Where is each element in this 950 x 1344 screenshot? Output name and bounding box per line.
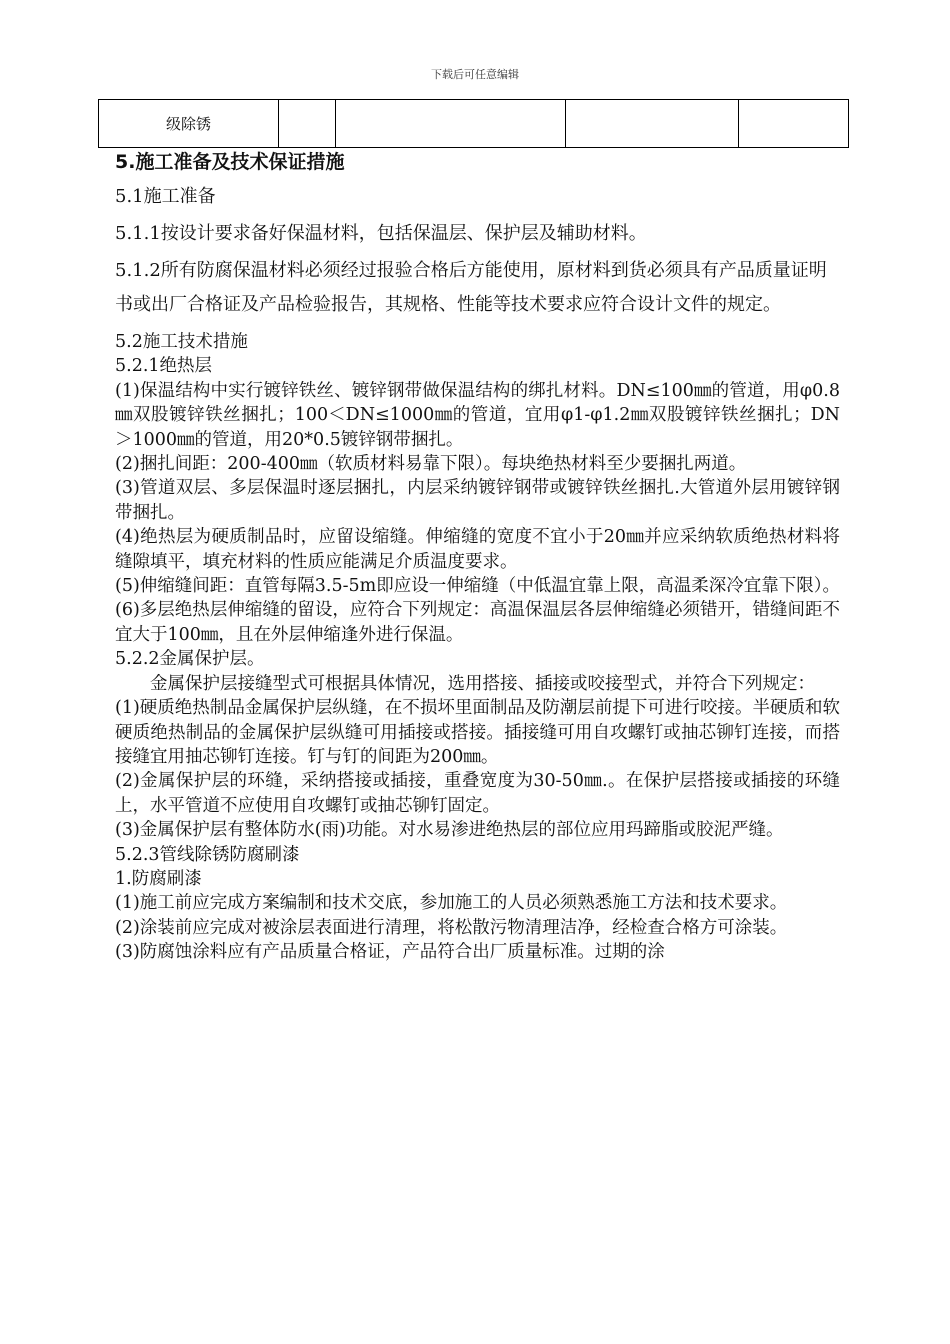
subsection-title-5-2-1: 5.2.1绝热层 <box>115 356 213 377</box>
list-item: (3)管道双层、多层保温时逐层捆扎，内层采纳镀锌钢带或镀锌铁丝捆扎.大管道外层用镀锌钢带捆扎。 <box>115 478 840 523</box>
list-item: (1)硬质绝热制品金属保护层纵缝，在不损坏里面制品及防潮层前提下可进行咬接。半硬质和软硬质绝热制品的金属保护层纵缝可用插接或搭接。插接缝可用自攻螺钉或抽芯铆钉连接，而搭接缝宜用抽芯铆钉连接。钉与钉的间距为200㎜。 <box>115 698 840 767</box>
subsection-title-5-1: 5.1施工准备 <box>115 186 216 207</box>
list-item: (3)金属保护层有整体防水(雨)功能。对水易渗进绝热层的部位应用玛蹄脂或胶泥严缝。 <box>115 820 784 841</box>
section-heading: 5.施工准备及技术保证措施 <box>115 151 345 173</box>
table-row <box>99 100 849 148</box>
list-item: (2)捆扎间距：200-400㎜（软质材料易靠下限）。每块绝热材料至少要捆扎两道。 <box>115 454 747 475</box>
list-item: (2)涂装前应完成对被涂层表面进行清理，将松散污物清理洁净，经检查合格方可涂装。 <box>115 917 788 938</box>
page-header-watermark: 下载后可任意编辑 <box>431 68 519 81</box>
table-cell <box>279 100 336 148</box>
list-item: (2)金属保护层的环缝，采纳搭接或插接，重叠宽度为30-50㎜.。在保护层搭接或插接的环缝上，水平管道不应使用自攻螺钉或抽芯铆钉固定。 <box>115 771 840 816</box>
list-item: (4)绝热层为硬质制品时，应留设缩缝。伸缩缝的宽度不宜小于20㎜并应采纳软质绝热材料将缝隙填平，填充材料的性质应能满足介质温度要求。 <box>115 527 840 572</box>
table-cell: 级除锈 <box>99 100 279 148</box>
document-body <box>115 148 840 965</box>
paragraph-5-1-1: 5.1.1按设计要求备好保温材料，包括保温层、保护层及辅助材料。 <box>115 223 647 244</box>
list-item: (5)伸缩缝间距：直管每隔3.5-5m即应设一伸缩缝（中低温宜靠上限，高温柔深冷宜靠下限）。 <box>115 576 841 597</box>
paragraph-5-1-2: 5.1.2所有防腐保温材料必须经过报验合格后方能使用，原材料到货必须具有产品质量证明书或出厂合格证及产品检验报告，其规格、性能等技术要求应符合设计文件的规定。 <box>115 260 827 315</box>
table-cell <box>566 100 739 148</box>
subsection-title-5-2-3: 5.2.3管线除锈防腐刷漆 <box>115 844 300 865</box>
subsection-title-5-2: 5.2施工技术措施 <box>115 332 248 352</box>
table-remnant <box>98 99 849 148</box>
paragraph-5-2-2-intro: 金属保护层接缝型式可根据具体情况，选用搭接、插接或咬接型式，并符合下列规定： <box>150 673 815 694</box>
table-cell <box>336 100 566 148</box>
sub-heading-anticorrosion: 1.防腐刷漆 <box>115 868 202 889</box>
list-item: (6)多层绝热层伸缩缝的留设，应符合下列规定：高温保温层各层伸缩缝必须错开，错缝间距不宜大于100㎜，且在外层伸缩逢外进行保温。 <box>115 600 840 645</box>
table-cell <box>739 100 849 148</box>
list-item: (3)防腐蚀涂料应有产品质量合格证，产品符合出厂质量标准。过期的涂 <box>115 942 665 963</box>
subsection-title-5-2-2: 5.2.2金属保护层。 <box>115 649 265 670</box>
list-item: (1)保温结构中实行镀锌铁丝、镀锌钢带做保温结构的绑扎材料。DN≤100㎜的管道，用φ0.8㎜双股镀锌铁丝捆扎；100＜DN≤1000㎜的管道，宜用φ1-φ1.2㎜双股镀锌铁丝捆扎；DN＞1000㎜的管道，用20*0.5镀锌钢带捆扎。 <box>115 380 840 450</box>
list-item: (1)施工前应完成方案编制和技术交底，参加施工的人员必须熟悉施工方法和技术要求。 <box>115 893 788 914</box>
